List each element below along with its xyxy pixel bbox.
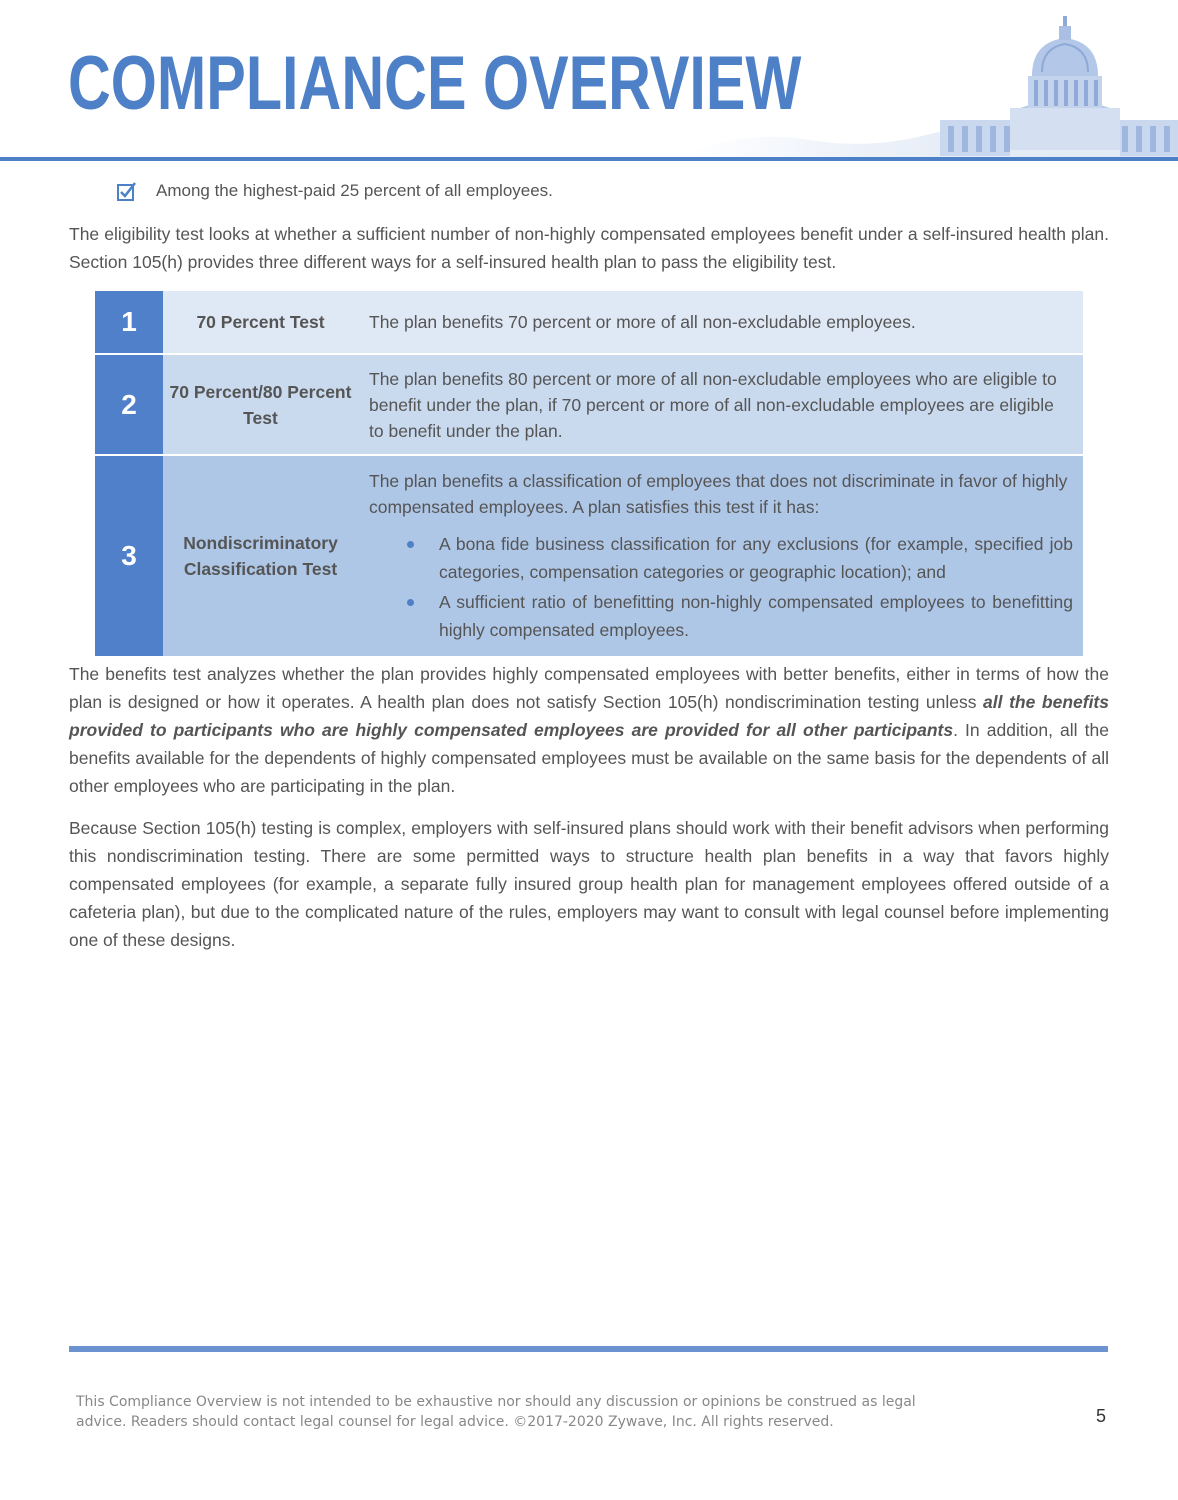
- bullet-icon: [407, 599, 414, 606]
- test-description-cell: [358, 455, 1083, 656]
- eligibility-tests-table: [95, 291, 1083, 656]
- test-description: The plan benefits 70 percent or more of all non-excludable employees.: [358, 291, 1083, 354]
- table-row: [95, 455, 1083, 656]
- closing-paragraph: Because Section 105(h) testing is complex, employers with self-insured plans should work with their benefit advisors when performing this nondiscrimination testing. There are some permitted ways to structure health plan benefits in a way that favors highly compensated employees (for example, a separate fully insured group health plan for management employees offered outside of a cafeteria plan), but due to the complicated nature of the rules, employers may want to consult with legal counsel before implementing one of these designs.: [69, 818, 1109, 950]
- intro-paragraph: The eligibility test looks at whether a sufficient number of non-highly compensated employees benefit under a self-insured health plan. Section 105(h) provides three different ways for a self-insured health plan to pass the eligibility test.: [69, 224, 1109, 272]
- test-name: 70 Percent Test: [163, 291, 358, 354]
- test-description: The plan benefits a classification of employees that does not discriminate in favor of highly compensated employees. A plan satisfies this test if it has:: [369, 471, 1068, 517]
- test-name: Nondiscriminatory Classification Test: [163, 455, 358, 656]
- test-number: 3: [95, 455, 163, 656]
- list-item-text: A sufficient ratio of benefitting non-highly compensated employees to benefitting highly compensated employees.: [439, 592, 1073, 640]
- list-item: [369, 588, 1073, 644]
- benefits-emphasis: all the benefits provided to participants who are highly compensated employees are provided for all other participants: [69, 692, 1109, 740]
- checkbox-checked-icon: [116, 180, 138, 202]
- header-rule: [0, 157, 1178, 161]
- test-name: 70 Percent/80 Percent Test: [163, 354, 358, 455]
- test-number: 1: [95, 291, 163, 354]
- capitol-building-image: [690, 12, 1178, 162]
- bullet-list: [369, 530, 1073, 644]
- page-title: COMPLIANCE OVERVIEW: [68, 41, 802, 126]
- footer-disclaimer: This Compliance Overview is not intended to be exhaustive nor should any discussion or opinions be construed as legal advice. Readers should contact legal counsel for legal advice. ©2017-2020 Zywave, Inc. All rights reserved.: [76, 1394, 916, 1430]
- bullet-icon: [407, 541, 414, 548]
- footer-rule: [69, 1346, 1108, 1352]
- table-row: [95, 354, 1083, 455]
- checklist-item-text: Among the highest-paid 25 percent of all employees.: [156, 181, 553, 200]
- benefits-text-2: . In addition, all the benefits available for the dependents of highly compensated employees must be available on the same basis for the dependents of all other employees who are participating in the plan.: [69, 720, 1109, 796]
- benefits-text-1: The benefits test analyzes whether the plan provides highly compensated employees with better benefits, either in terms of how the plan is designed or how it operates. A health plan does not satisfy Section 105(h) nondiscrimination testing unless: [69, 664, 1109, 712]
- test-description: The plan benefits 80 percent or more of all non-excludable employees who are eligible to benefit under the plan, if 70 percent or more of all non-excludable employees are eligible to benefit under the plan.: [358, 354, 1083, 455]
- benefits-paragraph: [69, 660, 1109, 800]
- checklist-item: [116, 178, 553, 204]
- list-item-text: A bona fide business classification for any exclusions (for example, specified job categories, compensation categories or geographic location); and: [439, 534, 1073, 582]
- test-number: 2: [95, 354, 163, 455]
- page-number: 5: [1096, 1406, 1107, 1426]
- table-row: [95, 291, 1083, 354]
- list-item: [369, 530, 1073, 586]
